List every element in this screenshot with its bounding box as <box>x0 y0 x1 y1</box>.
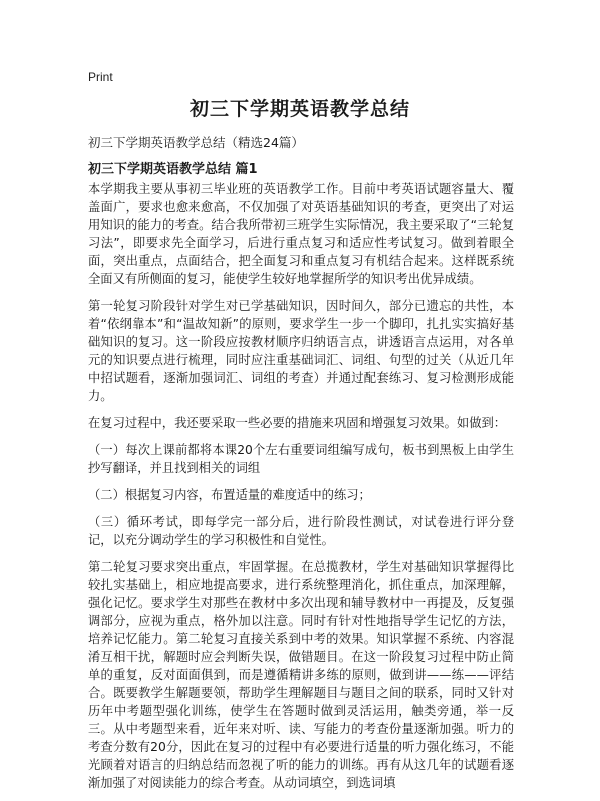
paragraph: 第一轮复习阶段针对学生对已学基础知识，因时间久，部分已遗忘的共性，本着“依纲靠本”和“温故知新”的原则，要求学生一步一个脚印，扎扎实实搞好基础知识的复习。这一阶段应按教材顺序归纳语言点，讲透语言点运用，对各单元的知识要点进行梳理，同时应注重基础词汇、词组、句型的过关（从近几年中招试题看，逐渐加强词汇、词组的考查）并通过配套练习、复习检测形成能力。 <box>88 299 514 403</box>
paragraph: 第二轮复习要求突出重点，牢固掌握。在总揽教材，学生对基础知识掌握得比较扎实基础上，相应地提高要求，进行系统整理消化，抓住重点，加深理解，强化记忆。要求学生对那些在教材中多次出现和辅导教材中一再提及，反复强调部分，应视为重点，格外加以注意。同时有针对性地指导学生记忆的方法，培养记忆能力。第二轮复习直接关系到中考的效果。知识掌握不系统、内容混淆互相干扰，解题时应会判断失误，做错题目。在这一阶段复习过程中防止简单的重复，反对面面俱到，而是遵循精讲多练的原则，做到讲——练——评结合。既要教学生解题要领，帮助学生理解题目与题目之间的联系，同时又针对历年中考题型强化训练，使学生在答题时做到灵活运用，触类旁通，举一反三。从中考题型来看，近年来对听、读、写能力的考查份量逐渐加强。听力的考查分数有20分，因此在复习的过程中有必要进行适量的听力强化练习，不能光顾着对语言的归纳总结而忽视了听的能力的训练。再有从这几年的试题看逐渐加强了对阅读能力的综合考查。从动词填空，到选词填 <box>88 560 514 790</box>
document-subtitle: 初三下学期英语教学总结（精选24篇） <box>88 135 304 150</box>
paragraph: （一）每次上课前都将本课20个左右重要词组编写成句，板书到黑板上由学生抄写翻译，并且找到相关的词组 <box>88 443 514 475</box>
paragraph: 本学期我主要从事初三毕业班的英语教学工作。目前中考英语试题容量大、覆盖面广，要求也愈来愈高，不仅加强了对英语基础知识的考查，更突出了对运用知识的能力的考查。结合我所带初三班学生实际情况，我主要采取了“三轮复习法”，即要求先全面学习，后进行重点复习和适应性考试复习。做到着眼全面，突出重点，点面结合，把全面复习和重点复习有机结合起来。这样既系统全面又有所侧面的复习，能使学生较好地掌握所学的知识考出优异成绩。 <box>88 182 514 286</box>
section-heading: 初三下学期英语教学总结 篇1 <box>88 162 258 177</box>
page-title: 初三下学期英语教学总结 <box>189 98 410 120</box>
article-body <box>88 180 514 801</box>
paragraph: （二）根据复习内容，布置适量的难度适中的练习； <box>88 488 371 502</box>
paragraph: 在复习过程中，我还要采取一些必要的措施来巩固和增强复习效果。如做到： <box>88 416 507 430</box>
paragraph: （三）循环考试，即每学完一部分后，进行阶段性测试，对试卷进行评分登记，以充分调动学生的学习积极性和自觉性。 <box>88 515 514 547</box>
print-link[interactable]: Print <box>88 70 113 84</box>
